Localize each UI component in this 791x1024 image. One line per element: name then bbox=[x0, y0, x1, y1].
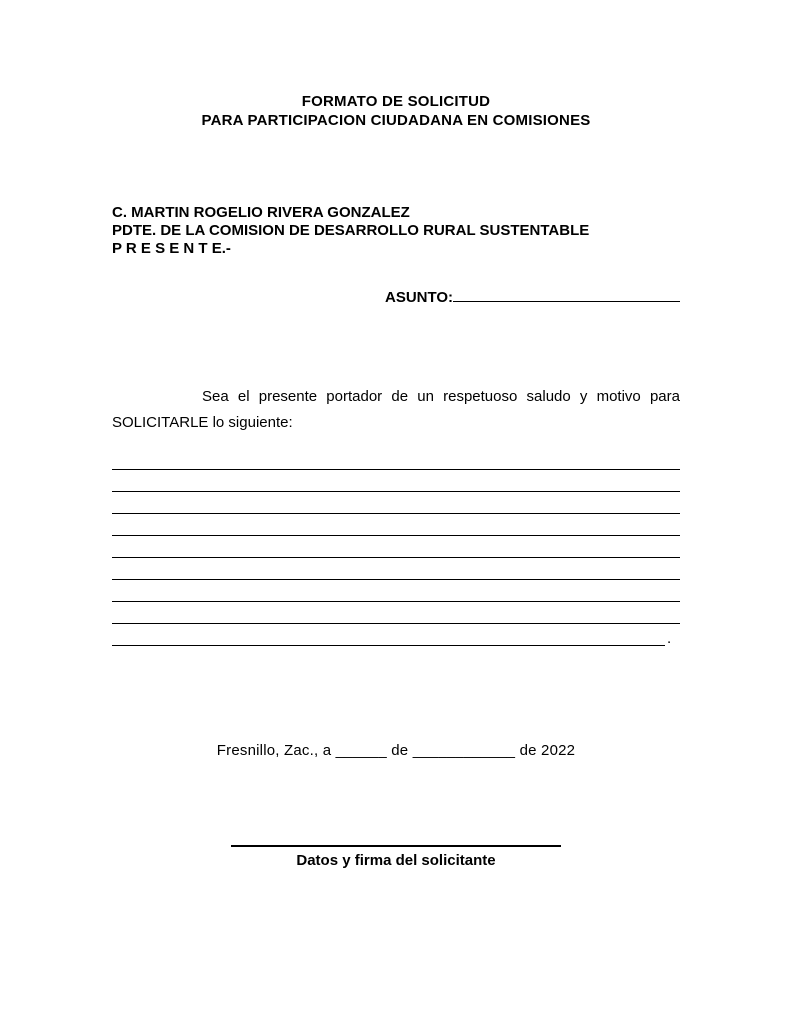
fill-line bbox=[112, 624, 680, 646]
fill-lines bbox=[112, 448, 680, 646]
signature-line bbox=[231, 845, 561, 847]
subject-blank-line bbox=[453, 288, 680, 302]
fill-line bbox=[112, 470, 680, 492]
signature-caption: Datos y firma del solicitante bbox=[296, 852, 496, 869]
addressee-block bbox=[112, 204, 680, 258]
subject-row bbox=[112, 288, 680, 306]
date-line: Fresnillo, Zac., a ______ de ____________ de 2022 bbox=[216, 742, 576, 759]
addressee-name: C. MARTIN ROGELIO RIVERA GONZALEZ bbox=[112, 204, 410, 221]
subject-label: ASUNTO: bbox=[385, 289, 454, 306]
body-line-2: SOLICITARLE lo siguiente: bbox=[112, 414, 293, 431]
fill-line bbox=[112, 558, 680, 580]
addressee-role: PDTE. DE LA COMISION DE DESARROLLO RURAL SUSTENTABLE bbox=[112, 222, 590, 239]
fill-line bbox=[112, 514, 680, 536]
fill-line-suffix: . bbox=[667, 630, 672, 647]
body-paragraph bbox=[112, 384, 680, 436]
addressee-presente: P R E S E N T E.- bbox=[112, 240, 231, 257]
fill-line bbox=[112, 602, 680, 624]
fill-line bbox=[112, 448, 680, 470]
fill-line bbox=[112, 536, 680, 558]
signature-block bbox=[112, 845, 680, 869]
body-line-1: Sea el presente portador de un respetuoso saludo y motivo para bbox=[202, 388, 680, 405]
title-line-1: FORMATO DE SOLICITUD bbox=[301, 93, 491, 110]
fill-line-rule bbox=[112, 624, 665, 646]
fill-line bbox=[112, 492, 680, 514]
document-title bbox=[112, 92, 680, 130]
fill-line bbox=[112, 580, 680, 602]
title-line-2: PARA PARTICIPACION CIUDADANA EN COMISIONES bbox=[201, 112, 591, 129]
